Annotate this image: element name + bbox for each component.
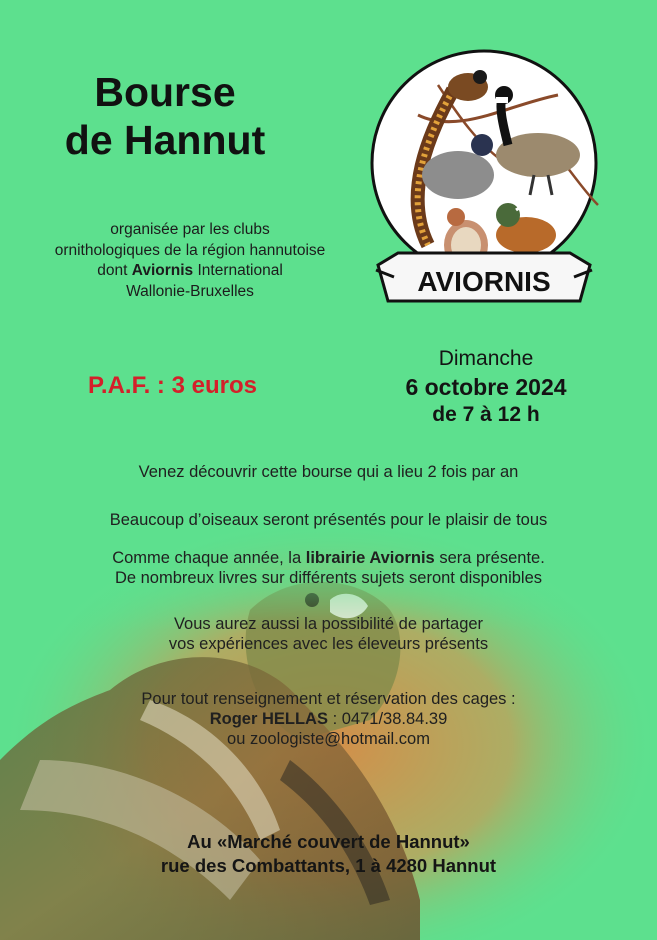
organizer-line-4: Wallonie-Bruxelles — [126, 282, 254, 300]
paf-price: P.A.F. : 3 euros — [88, 372, 257, 399]
contact-block — [0, 689, 657, 749]
paragraph-library-prefix: Comme chaque année, la — [112, 549, 306, 567]
aviornis-birds-logo — [358, 45, 610, 320]
event-day: Dimanche — [438, 347, 534, 370]
title-line-1: Bourse — [94, 69, 236, 115]
paragraph-library-suffix: sera présente. — [434, 549, 545, 567]
organizer-aviornis-bold: Aviornis — [131, 262, 194, 279]
venue-line-2: rue des Combattants, 1 à 4280 Hannut — [160, 855, 497, 876]
event-hours: de 7 à 12 h — [432, 403, 540, 426]
organizer-text — [20, 220, 360, 302]
venue-block — [0, 830, 657, 878]
paragraph-share — [0, 614, 657, 654]
paragraph-share-line-1: Vous aurez aussi la possibilité de partager — [173, 615, 484, 633]
event-date-block — [368, 345, 604, 429]
contact-email: ou zoologiste@hotmail.com — [227, 730, 430, 748]
event-date: 6 octobre 2024 — [405, 374, 567, 400]
contact-line — [0, 709, 657, 729]
organizer-line-3-prefix: dont — [97, 262, 132, 279]
paragraph-library-line-1 — [0, 548, 657, 568]
paragraph-discover: Venez découvrir cette bourse qui a lieu 2 fois par an — [138, 463, 519, 481]
contact-phone: : 0471/38.84.39 — [327, 710, 448, 728]
title-line-2: de Hannut — [64, 117, 266, 163]
organizer-line-1: organisée par les clubs — [110, 221, 270, 238]
organizer-line-2: ornithologiques de la région hannutoise — [54, 241, 326, 259]
contact-name: Roger HELLAS — [209, 710, 328, 728]
paragraph-library-bold: librairie Aviornis — [305, 549, 435, 567]
contact-intro: Pour tout renseignement et réservation des cages : — [141, 690, 516, 708]
organizer-line-3 — [20, 261, 360, 282]
venue-line-1: Au «Marché couvert de Hannut» — [187, 831, 470, 852]
organizer-line-3-suffix: International — [193, 262, 283, 279]
paragraph-library-line-2: De nombreux livres sur différents sujets seront disponibles — [114, 569, 543, 587]
logo-text: AVIORNIS — [417, 266, 551, 297]
paragraph-library — [0, 548, 657, 588]
paragraph-birds: Beaucoup d’oiseaux seront présentés pour le plaisir de tous — [109, 511, 548, 529]
paragraph-share-line-2: vos expériences avec les éleveurs présents — [168, 635, 489, 653]
page-title — [20, 68, 310, 164]
